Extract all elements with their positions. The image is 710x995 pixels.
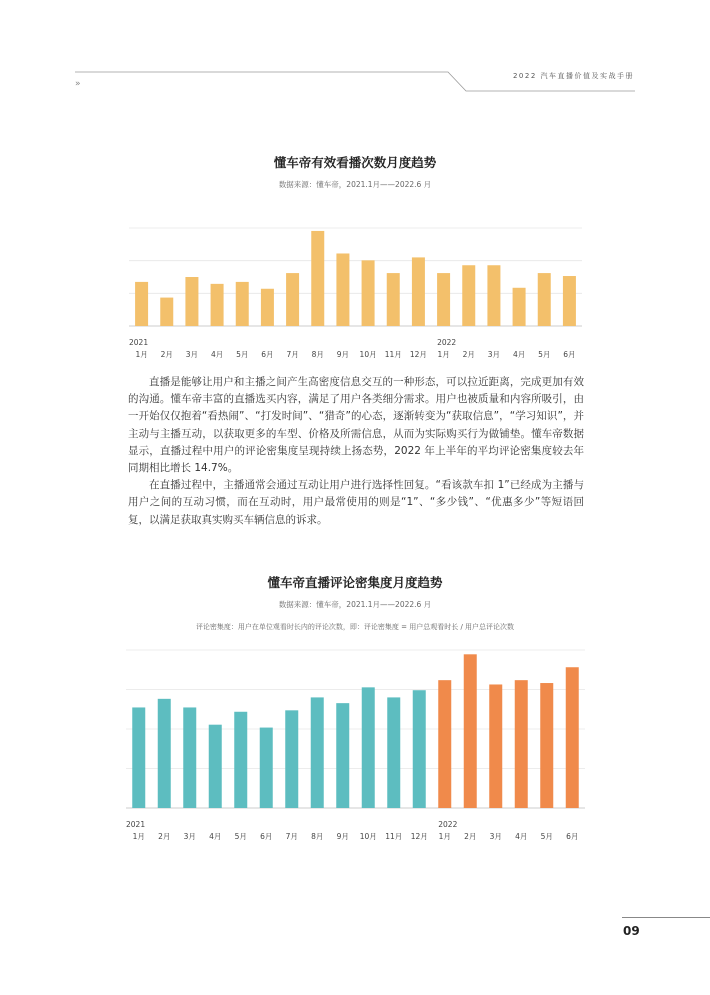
bar-2021-9月 (336, 703, 349, 808)
x-tick-label: 9月 (336, 832, 349, 841)
bar-2021-12月 (413, 690, 426, 808)
bar-2022-4月 (513, 288, 526, 326)
bar-2021-1月 (135, 282, 148, 326)
chart2-title: 懂车帝直播评论密集度月度趋势 (267, 575, 443, 590)
chart2-source: 数据来源：懂车帝，2021.1月——2022.6 月 (278, 600, 432, 609)
page-number: 09 (623, 924, 640, 938)
x-tick-label: 5月 (234, 832, 247, 841)
bar-2022-5月 (540, 683, 553, 808)
bar-2021-4月 (209, 725, 222, 808)
bar-2021-2月 (160, 298, 173, 326)
bar-2021-7月 (286, 273, 299, 326)
bar-2021-12月 (412, 257, 425, 326)
x-tick-label: 11月 (384, 350, 402, 359)
x-tick-label: 5月 (538, 350, 551, 359)
bar-2021-2月 (158, 699, 171, 808)
bar-2022-6月 (563, 276, 576, 326)
x-tick-label: 8月 (311, 832, 324, 841)
x-tick-label: 12月 (410, 832, 428, 841)
x-tick-label: 1月 (438, 832, 451, 841)
x-tick-label: 6月 (261, 350, 274, 359)
bar-2021-5月 (234, 712, 247, 808)
bar-2021-11月 (387, 273, 400, 326)
chart1-bar-chart (0, 220, 710, 365)
footer-rule (622, 917, 710, 918)
bar-2022-3月 (487, 265, 500, 326)
bar-2021-10月 (362, 687, 375, 808)
x-tick-label: 3月 (489, 832, 502, 841)
x-tick-label: 4月 (209, 832, 222, 841)
body-paragraph-2: 在直播过程中，主播通常会通过互动让用户进行选择性回复。“看该款车扣 1”已经成为主播与用户之间的互动习惯，而在互动时，用户最常使用的则是“1”、“多少钱”、“优惠多少”等短语回复，以满足获取真实购买车辆信息的诉求。 (128, 479, 584, 526)
bar-2021-8月 (311, 697, 324, 808)
bar-2021-3月 (183, 707, 196, 808)
bar-2021-5月 (236, 282, 249, 326)
x-tick-label: 7月 (285, 832, 298, 841)
year-label-2022: 2022 (437, 338, 457, 347)
bar-2022-1月 (438, 680, 451, 808)
x-tick-label: 8月 (311, 350, 324, 359)
x-tick-label: 10月 (359, 350, 377, 359)
bar-2021-3月 (185, 277, 198, 326)
bar-2021-7月 (285, 710, 298, 808)
x-tick-label: 4月 (512, 350, 526, 359)
bar-2022-5月 (538, 273, 551, 326)
year-label-2021: 2021 (129, 338, 149, 347)
x-tick-label: 1月 (132, 832, 145, 841)
x-tick-label: 9月 (336, 350, 350, 359)
bar-2021-9月 (336, 253, 349, 326)
x-tick-label: 3月 (487, 350, 501, 359)
bar-2022-4月 (515, 680, 528, 808)
x-tick-label: 1月 (135, 350, 148, 359)
x-tick-label: 7月 (286, 350, 299, 359)
bar-2021-8月 (311, 231, 324, 326)
x-tick-label: 2月 (464, 832, 477, 841)
year-label-2022: 2022 (438, 820, 458, 829)
document-title: 2022 汽车直播价值及实战手册 (512, 72, 634, 80)
x-tick-label: 6月 (566, 832, 579, 841)
x-tick-label: 2月 (158, 832, 171, 841)
bar-2022-2月 (464, 654, 477, 808)
bar-2022-1月 (437, 273, 450, 326)
x-tick-label: 6月 (563, 350, 576, 359)
x-tick-label: 2月 (160, 350, 173, 359)
body-text (128, 374, 584, 529)
bar-2022-2月 (462, 265, 475, 326)
x-tick-label: 3月 (185, 350, 199, 359)
x-tick-label: 5月 (236, 350, 249, 359)
bar-2021-6月 (261, 289, 274, 326)
header-rule (0, 0, 710, 100)
bar-2021-11月 (387, 697, 400, 808)
year-label-2021: 2021 (126, 820, 146, 829)
x-tick-label: 2月 (462, 350, 475, 359)
x-tick-label: 1月 (437, 350, 450, 359)
x-tick-label: 4月 (515, 832, 528, 841)
bar-2021-6月 (260, 728, 273, 808)
x-tick-label: 3月 (183, 832, 196, 841)
bar-2021-1月 (132, 707, 145, 808)
bar-2022-3月 (489, 684, 502, 808)
double-chevron-icon: » (75, 79, 80, 89)
x-tick-label: 6月 (260, 832, 273, 841)
chart2-note: 评论密集度：用户在单位观看时长内的评论次数，即：评论密集度 = 用户总观看时长 / 用户总评论次数 (195, 623, 515, 631)
bar-2021-10月 (362, 260, 375, 326)
x-tick-label: 4月 (210, 350, 224, 359)
x-tick-label: 5月 (540, 832, 553, 841)
chart1-source: 数据来源：懂车帝，2021.1月——2022.6 月 (278, 180, 432, 189)
x-tick-label: 12月 (409, 350, 427, 359)
x-tick-label: 11月 (385, 832, 403, 841)
chart1-title: 懂车帝有效看播次数月度趋势 (273, 155, 437, 170)
body-paragraph-1: 直播是能够让用户和主播之间产生高密度信息交互的一种形态，可以拉近距离，完成更加有效的沟通。懂车帝丰富的直播选买内容，满足了用户各类细分需求。用户也被质量和内容所吸引，由一开始仅仅抱着“看热闹”、“打发时间”、“猎奇”的心态，逐渐转变为“获取信息”，“学习知识”，并主动与主播互动，以获取更多的车型、价格及所需信息，从而为实际购买行为做铺垫。懂车帝数据显示，直播过程中用户的评论密集度呈现持续上扬态势，2022 年上半年的平均评论密集度较去年同期相比增长 14.7%。 (128, 376, 584, 475)
bar-2021-4月 (211, 284, 224, 326)
x-tick-label: 10月 (359, 832, 377, 841)
bar-2022-6月 (566, 667, 579, 808)
chart2-bar-chart (0, 640, 710, 875)
